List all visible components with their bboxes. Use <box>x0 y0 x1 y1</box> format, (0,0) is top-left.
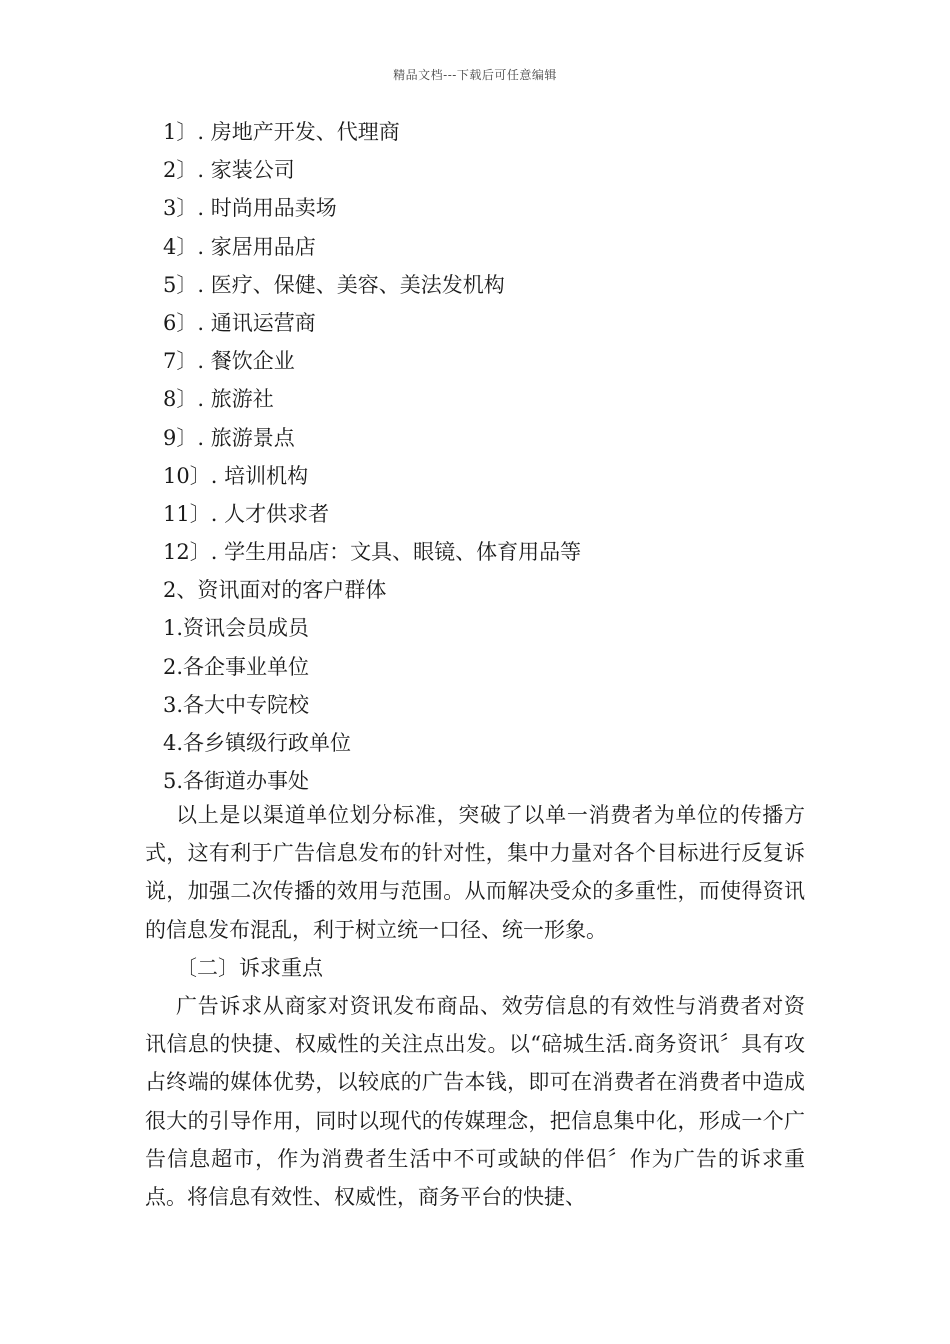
list-item: 3.各大中专院校 <box>163 692 310 717</box>
list-item: 12〕. 学生用品店：文具、眼镜、体育用品等 <box>163 540 582 565</box>
page-header: 精品文档---下载后可任意编辑 <box>393 68 557 82</box>
list-item: 4〕. 家居用品店 <box>163 234 316 259</box>
list-item: 2.各企事业单位 <box>163 654 310 679</box>
list-item: 5.各街道办事处 <box>163 769 310 794</box>
list-heading: 2、资讯面对的客户群体 <box>163 578 387 603</box>
list-item: 9〕. 旅游景点 <box>163 425 295 450</box>
paragraph-channels: 以上是以渠道单位划分标准，突破了以单一消费者为单位的传播方式，这有利于广告信息发布的针对性，集中力量对各个目标进行反复诉说，加强二次传播的效用与范围。从而解决受众的多重性，而使得资讯的信息发布混乱，利于树立统一口径、统一形象。 <box>145 803 805 942</box>
section-heading: 〔二〕诉求重点 <box>176 956 323 980</box>
list-item: 10〕. 培训机构 <box>163 463 309 488</box>
item-list <box>163 113 843 800</box>
list-item: 8〕. 旅游社 <box>163 387 274 412</box>
list-item: 7〕. 餐饮企业 <box>163 349 295 374</box>
list-item: 11〕. 人才供求者 <box>163 501 330 526</box>
list-item: 1〕. 房地产开发、代理商 <box>163 120 400 144</box>
list-item: 3〕. 时尚用品卖场 <box>163 196 337 221</box>
paragraph-appeal: 广告诉求从商家对资讯发布商品、效劳信息的有效性与消费者对资讯信息的快捷、权威性的关注点出发。以“碚城生活.商务资讯〞具有攻占终端的媒体优势，以较底的广告本钱，即可在消费者在消费者中造成很大的引导作用，同时以现代的传媒理念，把信息集中化，形成一个广告信息超市，作为消费者生活中不可或缺的伴侣〞作为广告的诉求重点。将信息有效性、权威性，商务平台的快捷、 <box>145 994 805 1210</box>
list-item: 6〕. 通讯运营商 <box>163 310 316 335</box>
list-item: 4.各乡镇级行政单位 <box>163 731 352 755</box>
list-item: 2〕. 家装公司 <box>163 158 295 183</box>
list-item: 5〕. 医疗、保健、美容、美法发机构 <box>163 272 505 297</box>
list-item: 1.资讯会员成员 <box>163 616 310 641</box>
